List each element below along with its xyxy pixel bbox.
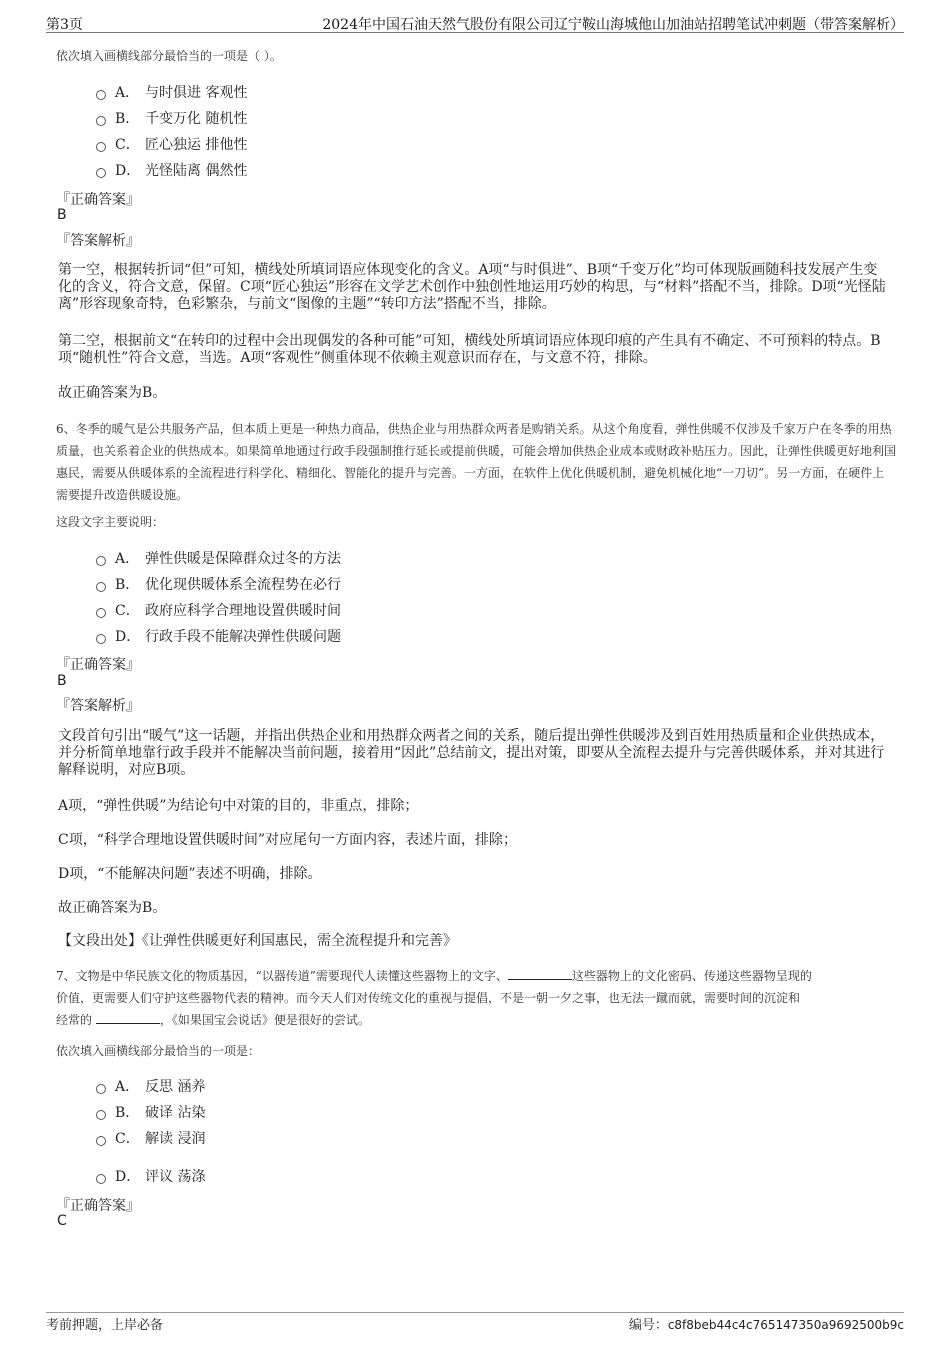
q6-answer: B xyxy=(57,673,67,689)
radio-icon[interactable] xyxy=(96,90,106,100)
q6-analysis-option-a: A项，“弹性供暖”为结论句中对策的目的，非重点，排除； xyxy=(58,798,419,814)
q7-option-a[interactable] xyxy=(96,1076,205,1096)
option-text: 优化现供暖体系全流程势在必行 xyxy=(145,577,341,593)
footer-divider xyxy=(46,1312,904,1313)
q5-analysis-paragraph-1: 第一空，根据转折词“但”可知，横线处所填词语应体现变化的含义。A项“与时俱进”、B项“千变万化”均可体现版画随科技发展产生变化的含义，符合文意，保留。C项“匠心独运”形容在文学艺术创作中独创性地运用巧妙的构思，与“材料”搭配不当，排除。D项“光怪陆离”形容现象奇特，色彩繁杂，与前文“图像的主题”“转印方法”搭配不当，排除。 xyxy=(58,262,886,312)
option-key: A． xyxy=(115,85,140,101)
q7-option-d[interactable] xyxy=(96,1166,205,1186)
option-key: B． xyxy=(115,111,140,127)
q6-analysis-option-c: C项，“科学合理地设置供暖时间”对应尾句一方面内容，表述片面，排除； xyxy=(58,832,518,848)
option-key: D． xyxy=(115,163,141,179)
option-key: B． xyxy=(115,1105,140,1121)
fill-blank-2 xyxy=(96,1011,160,1024)
q7-option-b[interactable] xyxy=(96,1102,205,1122)
option-text: 匠心独运 排他性 xyxy=(145,137,248,153)
q6-option-a[interactable] xyxy=(96,548,341,568)
q5-analysis-label: 『答案解析』 xyxy=(56,233,140,249)
q7-option-c[interactable] xyxy=(96,1128,205,1148)
q5-answer: B xyxy=(57,207,67,223)
q6-analysis-label: 『答案解析』 xyxy=(56,698,140,714)
q7-passage-line-3 xyxy=(56,1009,370,1031)
q7-passage-part-3: 经常的 xyxy=(56,1013,93,1027)
radio-icon[interactable] xyxy=(96,634,106,644)
q6-source: 【文段出处】《让弹性供暖更好利国惠民，需全流程提升和完善》 xyxy=(58,933,457,949)
option-text: 与时俱进 客观性 xyxy=(145,85,248,101)
q6-option-b[interactable] xyxy=(96,574,341,594)
option-text: 解读 浸润 xyxy=(145,1131,206,1147)
q5-option-a[interactable] xyxy=(96,82,247,102)
q5-answer-label: 『正确答案』 xyxy=(56,192,140,208)
footer-code xyxy=(629,1314,904,1333)
q6-analysis-conclusion: 故正确答案为B。 xyxy=(58,900,167,916)
radio-icon[interactable] xyxy=(96,116,106,126)
option-key: D． xyxy=(115,629,141,645)
q6-stem: 这段文字主要说明： xyxy=(56,515,165,529)
footer-code-value: c8f8beb44c4c765147350a9692500b9c xyxy=(667,1318,904,1332)
q7-passage-line-1 xyxy=(56,965,812,987)
q6-answer-label: 『正确答案』 xyxy=(56,657,140,673)
q7-passage-part-1: 7、文物是中华民族文化的物质基因，“以器传道”需要现代人读懂这些器物上的文字、 xyxy=(56,969,508,983)
q5-option-d[interactable] xyxy=(96,160,247,180)
q7-answer-label: 『正确答案』 xyxy=(56,1198,140,1214)
option-text: 破译 沾染 xyxy=(145,1105,206,1121)
option-text: 千变万化 随机性 xyxy=(145,111,248,127)
option-text: 政府应科学合理地设置供暖时间 xyxy=(145,603,341,619)
q7-passage-part-2: 这些器物上的文化密码、传递这些器物呈现的 xyxy=(571,969,812,983)
option-key: A． xyxy=(115,1079,140,1095)
q7-answer: C xyxy=(57,1213,67,1229)
header-divider xyxy=(46,32,904,33)
option-text: 反思 涵养 xyxy=(145,1079,206,1095)
radio-icon[interactable] xyxy=(96,1084,106,1094)
option-key: B． xyxy=(115,577,140,593)
fill-blank-1 xyxy=(508,967,572,980)
q6-option-c[interactable] xyxy=(96,600,341,620)
footer-code-label: 编号： xyxy=(628,1318,668,1333)
radio-icon[interactable] xyxy=(96,556,106,566)
option-key: A． xyxy=(115,551,140,567)
q6-option-d[interactable] xyxy=(96,626,341,646)
q7-passage-part-4: ，《如果国宝会说话》便是很好的尝试。 xyxy=(159,1013,370,1027)
radio-icon[interactable] xyxy=(96,1110,106,1120)
option-key: C． xyxy=(115,137,140,153)
page-number: 第3页 xyxy=(46,17,83,33)
radio-icon[interactable] xyxy=(96,1174,106,1184)
q5-analysis-paragraph-2: 第二空，根据前文“在转印的过程中会出现偶发的各种可能”可知，横线处所填词语应体现印痕的产生具有不确定、不可预料的特点。B项“随机性”符合文意，当选。A项“客观性”侧重体现不依赖主观意识而存在，与文意不符，排除。 xyxy=(58,333,881,366)
q6-analysis-option-d: D项，“不能解决问题”表述不明确，排除。 xyxy=(58,866,322,882)
radio-icon[interactable] xyxy=(96,142,106,152)
option-key: C． xyxy=(115,1131,140,1147)
option-key: D． xyxy=(115,1169,141,1185)
q5-analysis-conclusion: 故正确答案为B。 xyxy=(58,385,167,401)
q6-analysis-paragraph-1: 文段首句引出“暖气”这一话题，并指出供热企业和用热群众两者之间的关系，随后提出弹性供暖涉及到百姓用热质量和企业供热成本，并分析简单地靠行政手段并不能解决当前问题，接着用“因此”总结前文，提出对策，即要从全流程去提升与完善供暖体系，并对其进行解释说明，对应B项。 xyxy=(58,728,885,778)
footer-slogan: 考前押题，上岸必备 xyxy=(46,1318,164,1333)
option-key: C． xyxy=(115,603,140,619)
option-text: 行政手段不能解决弹性供暖问题 xyxy=(145,629,341,645)
q5-option-c[interactable] xyxy=(96,134,247,154)
radio-icon[interactable] xyxy=(96,582,106,592)
document-title: 2024年中国石油天然气股份有限公司辽宁鞍山海城他山加油站招聘笔试冲刺题（带答案解析） xyxy=(322,17,904,33)
radio-icon[interactable] xyxy=(96,1136,106,1146)
radio-icon[interactable] xyxy=(96,168,106,178)
q5-stem: 依次填入画横线部分最恰当的一项是（ ）。 xyxy=(56,49,282,63)
radio-icon[interactable] xyxy=(96,608,106,618)
option-text: 光怪陆离 偶然性 xyxy=(145,163,248,179)
q5-option-b[interactable] xyxy=(96,108,247,128)
q6-passage: 6、冬季的暖气是公共服务产品，但本质上更是一种热力商品，供热企业与用热群众两者是购销关系。从这个角度看，弹性供暖不仅涉及千家万户在冬季的用热质量，也关系着企业的供热成本。如果简单地通过行政手段强制推行延长或提前供暖，可能会增加供热企业成本或财政补贴压力。因此，让弹性供暖更好地利国惠民，需要从供暖体系的全流程进行科学化、精细化、智能化的提升与完善。一方面，在软件上优化供暖机制，避免机械化地“一刀切”。另一方面，在硬件上需要提升改造供暖设施。 xyxy=(56,422,897,502)
q7-stem: 依次填入画横线部分最恰当的一项是： xyxy=(56,1044,261,1058)
q7-passage-line-2: 价值，更需要人们守护这些器物代表的精神。而今天人们对传统文化的重视与提倡，不是一朝一夕之事，也无法一蹴而就，需要时间的沉淀和 xyxy=(56,991,801,1005)
option-text: 评议 荡涤 xyxy=(145,1169,206,1185)
option-text: 弹性供暖是保障群众过冬的方法 xyxy=(145,551,341,567)
